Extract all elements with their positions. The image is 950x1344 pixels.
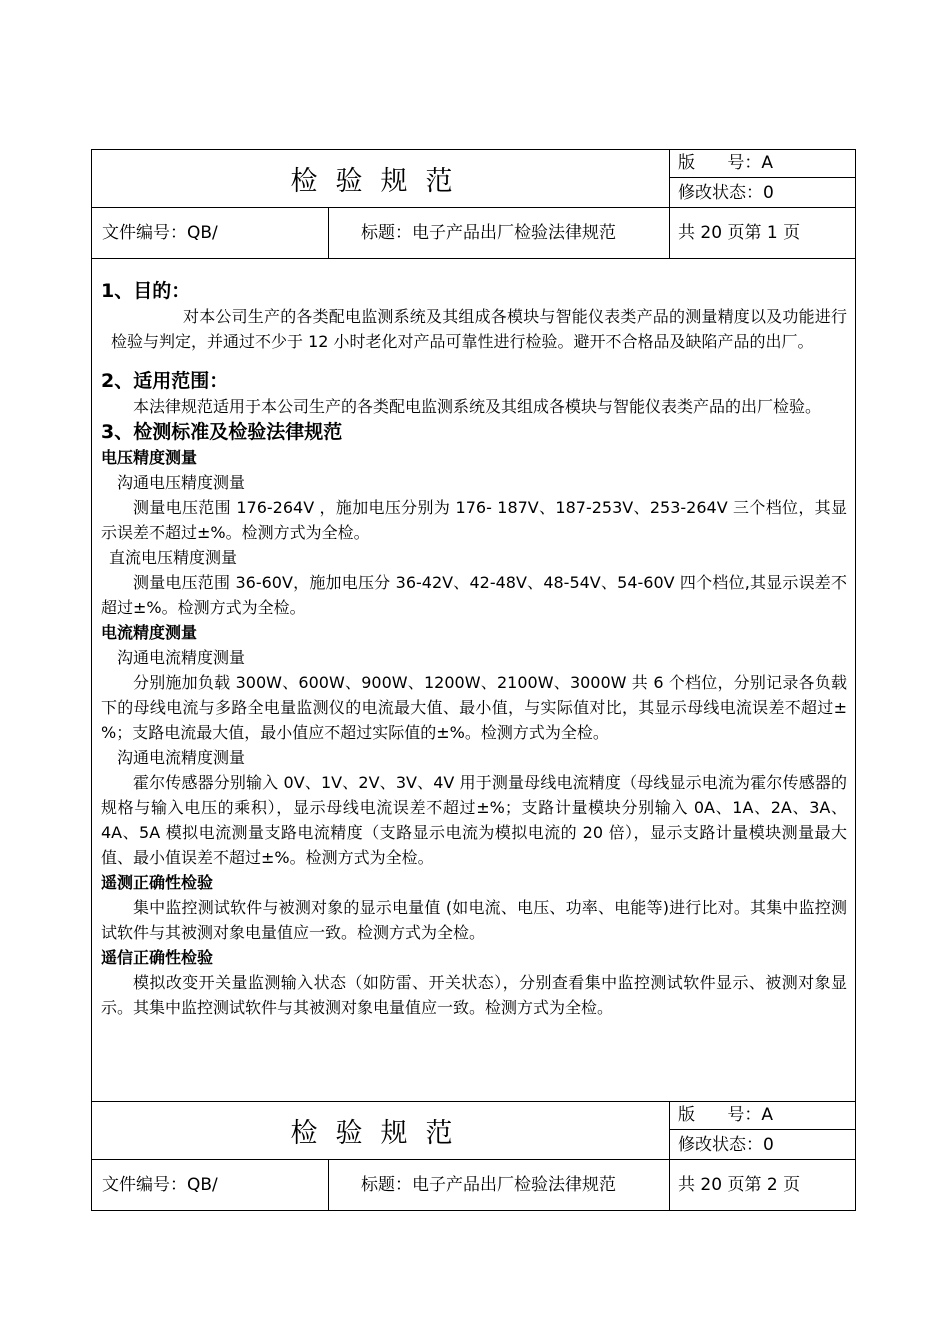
page-count-field: 共 20 页第 2 页 xyxy=(678,1175,801,1195)
section-3-heading: 3、检测标准及检验法律规范 xyxy=(101,421,343,443)
ac-current-text: 分别施加负载 300W、600W、900W、1200W、2100W、3000W 共 6 个档位，分别记录各负载下的母线电流与多路全电量监测仪的电流最大值、最小值，与实际值对比，其显示母线电流误差不超过±%；支路电流最大值，最小值应不超过实际值的±%。检测方式为全检。 xyxy=(101,673,847,742)
telesignal-text: 模拟改变开关量监测输入状态（如防雷、开关状态），分别查看集中监控测试软件显示、被测对象显示。其集中监控测试软件与其被测对象电量值应一致。检测方式为全检。 xyxy=(101,973,847,1017)
version-field: 版 号：A xyxy=(670,150,856,178)
ac-voltage-subheading: 沟通电压精度测量 xyxy=(117,473,246,492)
page2-header-table xyxy=(91,1101,856,1211)
section-1-text: 对本公司生产的各类配电监测系统及其组成各模块与智能仪表类产品的测量精度以及功能进行检验与判定，并通过不少于 12 小时老化对产品可靠性进行检验。避开不合格品及缺陷产品的出厂。 xyxy=(111,307,847,351)
dc-voltage-subheading: 直流电压精度测量 xyxy=(109,548,238,567)
voltage-heading: 电压精度测量 xyxy=(101,448,198,467)
subject-field: 标题：电子产品出厂检验法律规范 xyxy=(329,208,670,258)
section-2-text: 本法律规范适用于本公司生产的各类配电监测系统及其组成各模块与智能仪表类产品的出厂检验。 xyxy=(133,397,822,416)
file-number-field: 文件编号：QB/ xyxy=(92,1160,329,1210)
ac-voltage-text: 测量电压范围 176-264V ，施加电压分别为 176- 187V、187-253V、253-264V 三个档位，其显示误差不超过±%。检测方式为全检。 xyxy=(101,498,847,542)
version-field: 版 号：A xyxy=(670,1102,856,1130)
page-count-field: 共 20 页第 1 页 xyxy=(678,223,801,243)
dc-voltage-text: 测量电压范围 36-60V，施加电压分 36-42V、42-48V、48-54V、54-60V 四个档位,其显示误差不超过±%。检测方式为全检。 xyxy=(101,573,847,617)
revision-field: 修改状态：0 xyxy=(670,1130,856,1160)
ac-current-subheading: 沟通电流精度测量 xyxy=(117,648,246,667)
doc-title: 检验规范 xyxy=(92,1102,670,1160)
hall-sensor-text: 霍尔传感器分别输入 0V、1V、2V、3V、4V 用于测量母线电流精度（母线显示电流为霍尔传感器的规格与输入电压的乘积），显示母线电流误差不超过±%；支路计量模块分别输入 0A、1A、2A、3A、4A、5A 模拟电流测量支路电流精度（支路显示电流为模拟电流的 20 倍），显示支路计量模块测量最大值、最小值误差不超过±%。检测方式为全检。 xyxy=(101,773,847,867)
current-heading: 电流精度测量 xyxy=(101,623,198,642)
doc-title: 检验规范 xyxy=(92,150,670,208)
telesignal-heading: 遥信正确性检验 xyxy=(101,948,214,967)
page1-header-table xyxy=(91,149,856,259)
ac-current-subheading-2: 沟通电流精度测量 xyxy=(117,748,246,767)
telemetry-text: 集中监控测试软件与被测对象的显示电量值 (如电流、电压、功率、电能等)进行比对。其集中监控测试软件与其被测对象电量值应一致。检测方式为全检。 xyxy=(101,898,847,942)
revision-field: 修改状态：0 xyxy=(670,178,856,208)
subject-field: 标题：电子产品出厂检验法律规范 xyxy=(329,1160,670,1210)
document-body xyxy=(91,258,856,1102)
telemetry-heading: 遥测正确性检验 xyxy=(101,873,214,892)
section-1-heading: 1、目的： xyxy=(101,280,191,302)
section-2-heading: 2、适用范围： xyxy=(101,370,229,392)
file-number-field: 文件编号：QB/ xyxy=(92,208,329,258)
